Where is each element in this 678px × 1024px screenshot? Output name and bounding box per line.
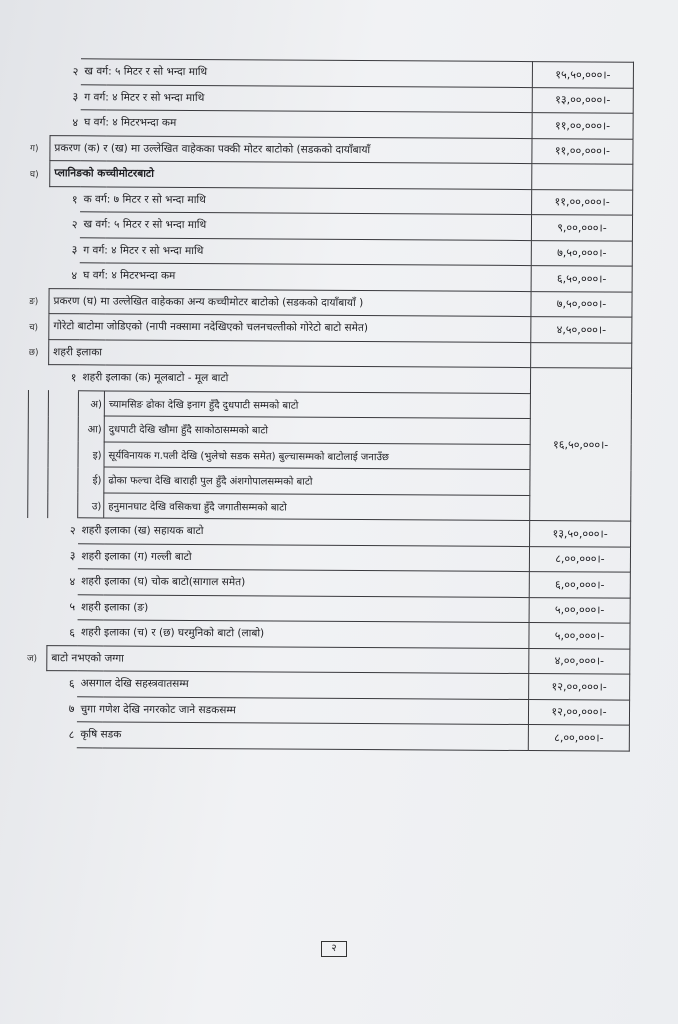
blank-cell — [48, 467, 78, 493]
row-number: १ — [70, 371, 77, 385]
row-rate: ११,००,०००।- — [532, 189, 633, 215]
sub-label: दुधपाटी देखि खौमा हुँदै साकोठासम्मको बाटो — [104, 416, 530, 444]
table-row — [30, 110, 633, 139]
row-label: शहरी इलाका (घ) चोक बाटो(सागाल समेत) — [77, 569, 529, 597]
table-row — [28, 364, 631, 393]
row-number: ४ — [72, 115, 79, 129]
row-letter — [26, 721, 46, 747]
rate-table-container — [26, 58, 633, 751]
land-rate-table — [26, 58, 634, 751]
table-row — [29, 262, 632, 291]
row-number: ३ — [72, 90, 79, 104]
section-label: शहरी इलाका — [49, 339, 531, 367]
row-label: ग वर्ग: ४ मिटर र सो भन्दा माथि — [79, 237, 531, 265]
row-label: शहरी इलाका (च) र (छ) घरमुनिको बाटो (लाबो) — [77, 620, 529, 648]
row-rate: १२,००,०००।- — [529, 674, 630, 700]
row-rate: १३,००,०००।- — [532, 87, 633, 113]
row-letter — [27, 568, 47, 594]
section-rate: ४,००,०००।- — [529, 648, 630, 674]
row-number: ४ — [69, 575, 76, 589]
row-number: ४ — [71, 268, 78, 282]
row-letter — [27, 543, 47, 569]
blank-cell — [48, 492, 78, 518]
row-letter — [26, 696, 46, 722]
blank-cell — [48, 441, 78, 467]
row-letter — [27, 670, 47, 696]
section-letter: छ) — [28, 348, 39, 359]
section-rate: ११,००,०००।- — [532, 138, 633, 164]
row-number: ६ — [68, 677, 75, 691]
sub-number: अ) — [90, 399, 102, 411]
row-number: ५ — [69, 600, 76, 614]
row-rate: ७,५०,०००।- — [531, 240, 632, 266]
section-rate — [531, 342, 632, 368]
table-row — [28, 517, 631, 546]
row-letter — [28, 517, 48, 543]
row-label: ख वर्ग: ५ मिटर र सो भन्दा माथि — [79, 212, 531, 240]
table-row — [30, 186, 633, 215]
row-label: घ वर्ग: ४ मिटरभन्दा कम — [79, 263, 531, 291]
table-row — [26, 696, 629, 725]
row-letter — [27, 619, 47, 645]
section-label: बाटो नभएको जग्गा — [47, 645, 529, 673]
row-number: ६ — [69, 625, 76, 639]
row-letter — [28, 492, 48, 518]
section-label: गोरेटो बाटोमा जोडिएको (नापी नक्सामा नदेखिएको चलनचल्तीको गोरेटो बाटो समेत) — [49, 314, 531, 342]
page-number: २ — [321, 941, 347, 957]
row-letter — [30, 186, 50, 212]
sub-number: इ) — [92, 450, 102, 462]
row-rate: ८,००,०००।- — [528, 725, 629, 751]
row-label: शहरी इलाका (ख) सहायक बाटो — [78, 518, 530, 546]
table-row — [27, 619, 630, 648]
table-row — [27, 543, 630, 572]
row-letter — [27, 594, 47, 620]
table-row — [29, 237, 632, 266]
row-label: शहरी इलाका (ग) गल्ली बाटो — [77, 543, 529, 571]
row-letter — [30, 59, 50, 85]
row-rate: ११,००,०००।- — [532, 113, 633, 139]
row-number: २ — [69, 524, 76, 538]
row-letter — [30, 84, 50, 110]
section-row — [30, 161, 633, 190]
section-row — [29, 339, 632, 368]
section-letter: च) — [28, 322, 39, 333]
row-rate: १३,५०,०००।- — [530, 521, 631, 547]
table-row — [27, 568, 630, 597]
row-letter — [29, 237, 49, 263]
blank-cell — [48, 390, 78, 416]
row-label: ग वर्ग: ४ मिटर र सो भन्दा माथि — [80, 84, 532, 112]
row-rate: ८,००,०००।- — [529, 546, 630, 572]
row-number: २ — [71, 218, 78, 232]
section-label: प्रकरण (घ) मा उल्लेखित वाहेकका अन्य कच्चीमोटर बाटोको (सडकको दायाँबायाँ ) — [49, 288, 531, 316]
sub-label: च्यामसिङ ढोका देखि इनाग हुँदै दुधपाटी सम्मको बाटो — [104, 390, 530, 418]
row-rate: १२,००,०००।- — [528, 699, 629, 725]
row-label: क वर्ग: ७ मिटर र सो भन्दा माथि — [80, 186, 532, 214]
row-rate: ६,००,०००।- — [529, 572, 630, 598]
row-letter — [30, 110, 50, 136]
row-number: १ — [71, 192, 78, 206]
table-row — [26, 721, 629, 750]
row-letter — [29, 212, 49, 238]
section-rate: ७,५०,०००।- — [531, 291, 632, 317]
row-label: ख वर्ग: ५ मिटर र सो भन्दा माथि — [80, 59, 532, 87]
blank-cell — [48, 416, 78, 442]
section-letter: ज) — [26, 654, 38, 665]
table-row — [27, 594, 630, 623]
row-number: ८ — [68, 727, 75, 742]
row-rate: ५,००,०००।- — [529, 597, 630, 623]
sub-label: हनुमानघाट देखि वसिकचा हुँदै जगातीसम्मको बाटो — [104, 492, 530, 520]
row-label: कृषि सडक — [76, 722, 528, 750]
row-rate: ५,००,०००।- — [529, 623, 630, 649]
section-rate: ४,५०,०००।- — [531, 317, 632, 343]
section-row — [30, 135, 633, 164]
row-letter — [29, 262, 49, 288]
section-letter: ग) — [29, 144, 39, 155]
urban-rate: १६,५०,०००।- — [530, 368, 632, 522]
row-label: शहरी इलाका (क) मूलबाटो - मूल बाटो — [78, 365, 530, 393]
table-row — [30, 84, 633, 113]
table-row — [29, 212, 632, 241]
section-letter: घ) — [29, 169, 39, 180]
section-letter: ङ) — [28, 297, 39, 308]
sub-number: ई) — [92, 475, 102, 487]
section-rate — [532, 164, 633, 190]
sub-number: उ) — [91, 500, 102, 512]
row-label: चुगा गणेश देखि नगरकोट जाने सडकसम्म — [76, 696, 528, 724]
sub-number: आ) — [87, 424, 102, 436]
row-label: शहरी इलाका (ङ) — [77, 594, 529, 622]
row-rate: ९,००,०००।- — [531, 215, 632, 241]
sub-label: ढोका फल्चा देखि बाराही पुल हुँदै अंशगोपालसम्मको बाटो — [104, 467, 530, 495]
row-letter — [28, 415, 48, 441]
table-row — [30, 59, 633, 88]
row-letter — [28, 390, 48, 416]
section-label: प्रकरण (क) र (ख) मा उल्लेखित वाहेकका पक्की मोटर बाटोको (सडकको दायाँबायाँ — [50, 135, 532, 163]
row-letter — [28, 466, 48, 492]
row-number: ३ — [69, 549, 76, 563]
row-rate: ६,५०,०००।- — [531, 266, 632, 292]
row-label: घ वर्ग: ४ मिटरभन्दा कम — [80, 110, 532, 138]
row-letter — [28, 364, 48, 390]
row-number: ७ — [68, 702, 75, 716]
row-label: असगाल देखि सहस्त्रवातसम्म — [77, 671, 529, 699]
sub-label: सूर्यविनायक ग.पली देखि (भुलेचो सडक समेत) बुल्चासम्मको बाटोलाई जनाउँछ — [104, 441, 530, 469]
section-row — [29, 313, 632, 342]
row-letter — [28, 441, 48, 467]
row-number: २ — [72, 65, 79, 79]
section-row — [27, 645, 630, 674]
section-label: प्लानिङको कच्चीमोटरबाटो — [50, 161, 532, 189]
table-row — [27, 670, 630, 699]
section-row — [29, 288, 632, 317]
row-number: ३ — [71, 243, 78, 257]
row-rate: १५,५०,०००।- — [532, 62, 633, 88]
